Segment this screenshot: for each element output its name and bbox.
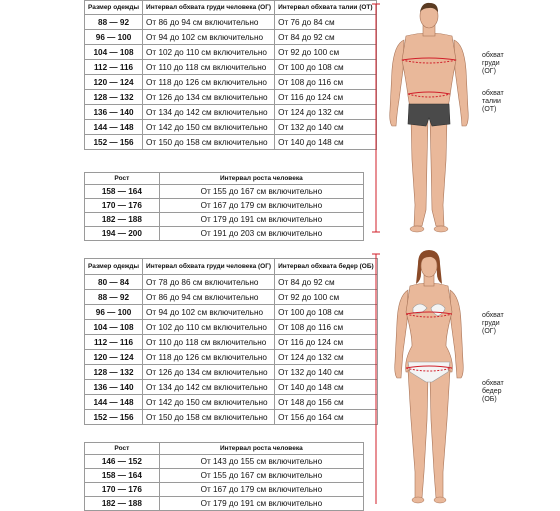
hips-cell: От 108 до 116 см	[275, 320, 378, 335]
size-cell: 128 — 132	[85, 365, 143, 380]
chest-cell: От 78 до 86 см включительно	[143, 275, 275, 290]
table-row	[85, 365, 378, 380]
height-cell: 158 — 164	[85, 185, 160, 199]
waist-cell: От 124 до 132 см	[275, 105, 376, 120]
hips-cell: От 148 до 156 см	[275, 395, 378, 410]
label-line: (ОБ)	[482, 396, 497, 403]
height-cell: 158 — 164	[85, 469, 160, 483]
column-header-chest: Интервал обхвата груди человека (ОГ)	[143, 259, 275, 275]
size-cell: 136 — 140	[85, 105, 143, 120]
table-row	[85, 30, 377, 45]
table-header-row	[85, 1, 377, 15]
table-row	[85, 395, 378, 410]
waist-cell: От 84 до 92 см	[275, 30, 376, 45]
chest-cell: От 126 до 134 см включительно	[143, 90, 275, 105]
table-row	[85, 135, 377, 150]
chest-cell: От 110 до 118 см включительно	[143, 60, 275, 75]
chest-cell: От 118 до 126 см включительно	[143, 350, 275, 365]
label-line: обхват	[482, 312, 504, 319]
label-line: обхват	[482, 90, 504, 97]
table-row	[85, 290, 378, 305]
hips-cell: От 132 до 140 см	[275, 365, 378, 380]
column-header-chest: Интервал обхвата груди человека (ОГ)	[143, 1, 275, 15]
column-header-waist: Интервал обхвата талии (ОТ)	[275, 1, 376, 15]
table-row	[85, 483, 364, 497]
table-row	[85, 90, 377, 105]
table-header-row	[85, 173, 364, 185]
table-row	[85, 120, 377, 135]
table-row	[85, 380, 378, 395]
table-header-row	[85, 259, 378, 275]
label-line: обхват	[482, 52, 504, 59]
label-line: обхват	[482, 380, 504, 387]
men-size-table	[84, 0, 377, 150]
hips-cell: От 124 до 132 см	[275, 350, 378, 365]
column-header-height: Рост	[85, 443, 160, 455]
chest-cell: От 102 до 110 см включительно	[143, 320, 275, 335]
chest-cell: От 150 до 158 см включительно	[143, 135, 275, 150]
women-height-table	[84, 442, 364, 511]
female-hips-label	[482, 380, 504, 404]
size-cell: 104 — 108	[85, 320, 143, 335]
size-cell: 144 — 148	[85, 120, 143, 135]
label-line: (ОТ)	[482, 106, 497, 113]
height-range-cell: От 179 до 191 см включительно	[159, 497, 363, 511]
label-line: груди	[482, 320, 500, 327]
size-cell: 112 — 116	[85, 335, 143, 350]
height-cell: 182 — 188	[85, 497, 160, 511]
chest-cell: От 126 до 134 см включительно	[143, 365, 275, 380]
table-row	[85, 227, 364, 241]
waist-cell: От 132 до 140 см	[275, 120, 376, 135]
size-cell: 144 — 148	[85, 395, 143, 410]
size-cell: 152 — 156	[85, 410, 143, 425]
height-cell: 170 — 176	[85, 483, 160, 497]
size-cell: 112 — 116	[85, 60, 143, 75]
waist-cell: От 76 до 84 см	[275, 15, 376, 30]
men-height-table	[84, 172, 364, 241]
table-row	[85, 45, 377, 60]
height-range-cell: От 167 до 179 см включительно	[159, 199, 363, 213]
height-range-cell: От 179 до 191 см включительно	[159, 213, 363, 227]
chest-cell: От 134 до 142 см включительно	[143, 380, 275, 395]
column-header-size: Размер одежды	[85, 1, 143, 15]
chest-cell: От 134 до 142 см включительно	[143, 105, 275, 120]
size-cell: 120 — 124	[85, 75, 143, 90]
column-header-height: Рост	[85, 173, 160, 185]
hips-cell: От 100 до 108 см	[275, 305, 378, 320]
waist-cell: От 108 до 116 см	[275, 75, 376, 90]
size-cell: 88 — 92	[85, 15, 143, 30]
chest-cell: От 94 до 102 см включительно	[143, 30, 275, 45]
column-header-height-range: Интервал роста человека	[159, 443, 363, 455]
table-row	[85, 469, 364, 483]
size-cell: 88 — 92	[85, 290, 143, 305]
column-header-height-range: Интервал роста человека	[159, 173, 363, 185]
chest-cell: От 102 до 110 см включительно	[143, 45, 275, 60]
label-line: талии	[482, 98, 501, 105]
column-header-hips: Интервал обхвата бедер (ОБ)	[275, 259, 378, 275]
table-row	[85, 105, 377, 120]
table-row	[85, 410, 378, 425]
women-size-table	[84, 258, 378, 425]
height-cell: 146 — 152	[85, 455, 160, 469]
chest-cell: От 150 до 158 см включительно	[143, 410, 275, 425]
size-cell: 152 — 156	[85, 135, 143, 150]
height-cell: 170 — 176	[85, 199, 160, 213]
chest-cell: От 142 до 150 см включительно	[143, 395, 275, 410]
table-row	[85, 60, 377, 75]
female-chest-label	[482, 312, 504, 336]
label-line: (ОГ)	[482, 68, 496, 75]
size-cell: 136 — 140	[85, 380, 143, 395]
height-cell: 194 — 200	[85, 227, 160, 241]
table-row	[85, 455, 364, 469]
size-cell: 96 — 100	[85, 30, 143, 45]
chest-cell: От 118 до 126 см включительно	[143, 75, 275, 90]
waist-cell: От 140 до 148 см	[275, 135, 376, 150]
male-chest-label	[482, 52, 504, 76]
size-cell: 96 — 100	[85, 305, 143, 320]
chest-cell: От 110 до 118 см включительно	[143, 335, 275, 350]
hips-cell: От 140 до 148 см	[275, 380, 378, 395]
female-figure-illustration	[370, 250, 480, 504]
male-figure-illustration	[370, 0, 480, 236]
waist-cell: От 116 до 124 см	[275, 90, 376, 105]
table-row	[85, 350, 378, 365]
table-row	[85, 320, 378, 335]
label-line: бедер	[482, 388, 502, 395]
size-cell: 104 — 108	[85, 45, 143, 60]
size-cell: 128 — 132	[85, 90, 143, 105]
table-row	[85, 75, 377, 90]
hips-cell: От 84 до 92 см	[275, 275, 378, 290]
table-header-row	[85, 443, 364, 455]
height-range-cell: От 155 до 167 см включительно	[159, 469, 363, 483]
waist-cell: От 100 до 108 см	[275, 60, 376, 75]
chest-cell: От 86 до 94 см включительно	[143, 15, 275, 30]
height-range-cell: От 155 до 167 см включительно	[159, 185, 363, 199]
male-waist-label	[482, 90, 504, 114]
height-cell: 182 — 188	[85, 213, 160, 227]
waist-cell: От 92 до 100 см	[275, 45, 376, 60]
height-range-cell: От 167 до 179 см включительно	[159, 483, 363, 497]
table-row	[85, 213, 364, 227]
height-range-cell: От 143 до 155 см включительно	[159, 455, 363, 469]
table-row	[85, 305, 378, 320]
table-row	[85, 199, 364, 213]
size-cell: 120 — 124	[85, 350, 143, 365]
hips-cell: От 156 до 164 см	[275, 410, 378, 425]
chest-cell: От 94 до 102 см включительно	[143, 305, 275, 320]
chest-cell: От 86 до 94 см включительно	[143, 290, 275, 305]
hips-cell: От 116 до 124 см	[275, 335, 378, 350]
table-row	[85, 15, 377, 30]
table-row	[85, 335, 378, 350]
table-row	[85, 275, 378, 290]
size-cell: 80 — 84	[85, 275, 143, 290]
height-range-cell: От 191 до 203 см включительно	[159, 227, 363, 241]
label-line: (ОГ)	[482, 328, 496, 335]
hips-cell: От 92 до 100 см	[275, 290, 378, 305]
label-line: груди	[482, 60, 500, 67]
table-row	[85, 185, 364, 199]
chest-cell: От 142 до 150 см включительно	[143, 120, 275, 135]
column-header-size: Размер одежды	[85, 259, 143, 275]
